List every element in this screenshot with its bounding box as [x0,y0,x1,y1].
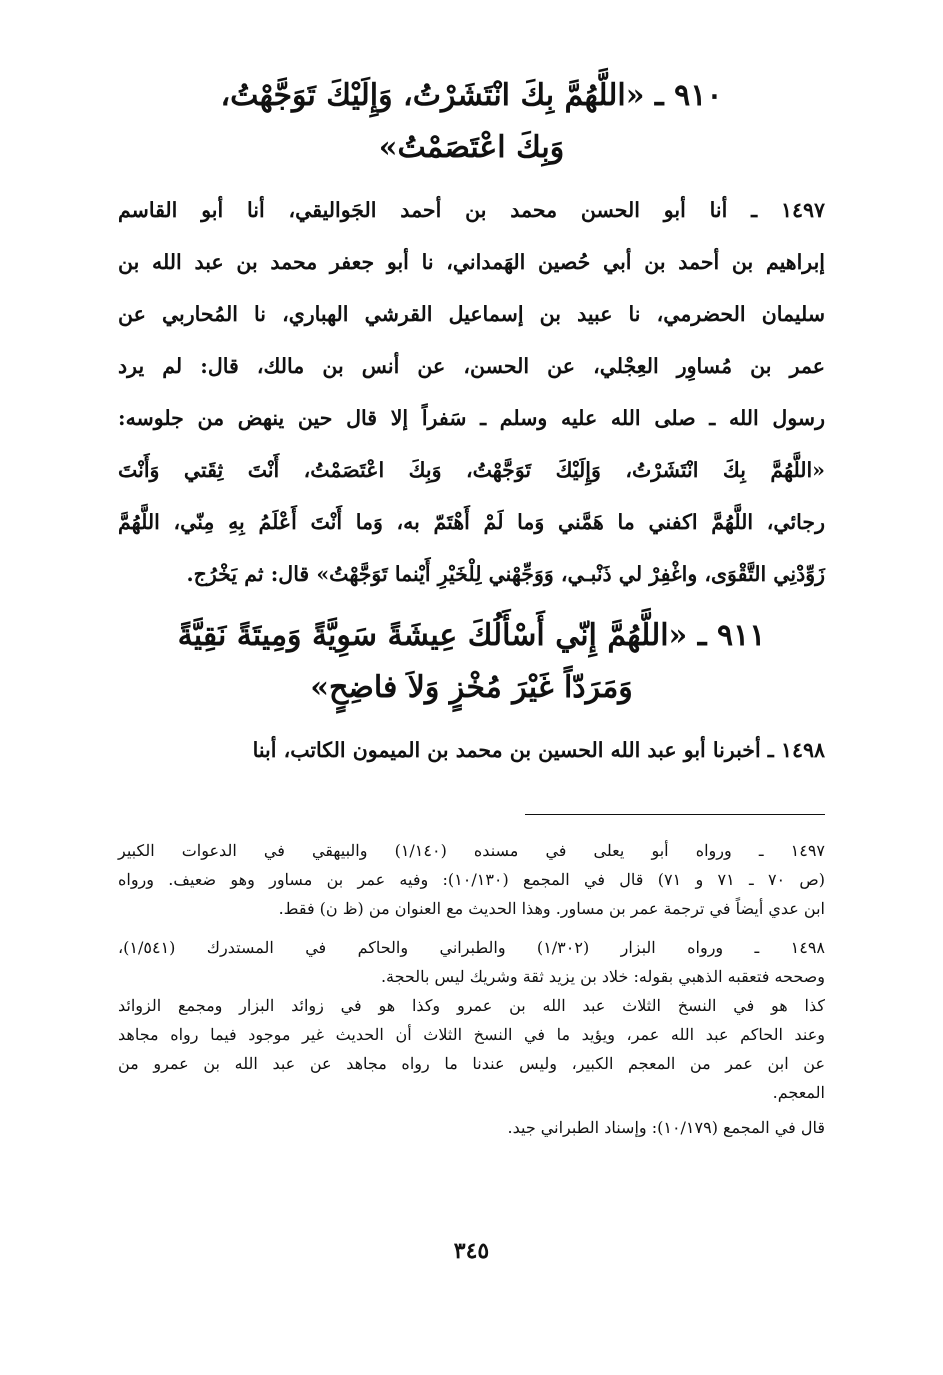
hadith-1498 [118,724,825,776]
hadith-1498-line: ١٤٩٨ ـ أخبرنا أبو عبد الله الحسين بن محمد بن الميمون الكاتب، أبنا [252,738,825,762]
footnote-line: كذا هو في النسخ الثلاث عبد الله بن عمرو وكذا هو في زوائد البزار ومجمع الزوائد [118,996,826,1015]
footnotes [118,836,825,1152]
hadith-1497-line: إبراهيم بن أحمد بن أبي حُصين الهَمداني، نا أبو جعفر محمد بن عبد الله بن [118,250,825,274]
hadith-1497-line: رجائي، اللَّهُمَّ اكفني ما هَمَّني وَما لَمْ أَهْتَمّ به، وَما أَنْتَ أَعْلَمُ بِهِ مِنّي، اللَّهُمَّ [118,510,825,534]
footnote-1497 [118,836,825,923]
hadith-1497-line: «اللَّهُمَّ بِكَ انْتَشَرْتُ، وَإِلَيْكَ تَوَجَّهْتُ، وَبِكَ اعْتَصَمْتُ، أَنْتَ ثِقَتي وَأَنْتَ [118,458,825,482]
hadith-1497-line: زَوِّدْنِي التَّقْوَى، واغْفِرْ لي ذَنْبـي، وَوَجِّهْني لِلْخَيْرِ أَيْنما تَوَجَّهْتُ» قال: ثم يَخْرُج. [186,562,825,586]
footnote-line: وصححه فتعقبه الذهبي بقوله: خلاد بن يزيد ثقة وشريك ليس بالحجة. [380,967,825,986]
section-910-line-2: وَبِكَ اعْتَصَمْتُ» [378,130,565,165]
footnote-line: وعند الحاكم عبد الله عمر، ويؤيد ما في النسخ الثلاث أن الحديث غير موجود فيما رواه مجاهد [118,1025,825,1044]
footnote-line: عن ابن عمر من المعجم الكبير، وليس عندنا ما رواه مجاهد عن عبد الله بن عمرو من [118,1054,825,1073]
hadith-1497-line: رسول الله ـ صلى الله عليه وسلم ـ سَفراً إلا قال حين ينهض من جلوسه: [118,406,825,430]
footnote-1498 [118,933,825,1142]
hadith-1497-line: ١٤٩٧ ـ أنا أبو الحسن محمد بن أحمد الجَواليقي، أنا أبو القاسم [118,198,825,222]
footnote-line: ابن عدي أيضاً في ترجمة عمر بن مساور. وهذا الحديث مع العنوان من (ظ ن) فقط. [278,899,825,918]
section-911-line-2: وَمَرَدّاً غَيْرَ مُخْزٍ وَلاَ فاضِحٍ» [310,670,633,705]
footnote-line: ١٤٩٨ ـ ورواه البزار (١/٣٠٢) والطبراني والحاكم في المستدرك (١/٥٤١)، [118,938,825,957]
section-911-line-1: ٩١١ ـ «اللَّهُمَّ إِنّي أَسْأَلُكَ عِيشَةً سَوِيَّةً وَمِيتَةً نَقِيَّةً [177,618,766,653]
footnote-line: قال في المجمع (١٠/١٧٩): وإسناد الطبراني جيد. [507,1118,825,1137]
hadith-1497 [118,184,825,600]
section-910-heading [150,70,793,174]
section-910-line-1: ٩١٠ ـ «اللَّهُمَّ بِكَ انْتَشَرْتُ، وَإِلَيْكَ تَوَجَّهْتُ، [220,78,723,113]
hadith-1497-line: عمر بن مُساوِر العِجْلي، عن الحسن، عن أنس بن مالك، قال: لم يرد [118,354,825,378]
hadith-1497-line: سليمان الحضرمي، نا عبيد بن إسماعيل القرشي الهباري، نا المُحاربي عن [118,302,825,326]
footnote-line: المعجم. [772,1083,825,1102]
footnote-divider [525,814,825,815]
page-number: ٣٤٥ [453,1238,490,1264]
section-911-heading [150,610,793,714]
footnote-line: ١٤٩٧ ـ ورواه أبو يعلى في مسنده (١/١٤٠) والبيهقي في الدعوات الكبير [118,841,825,860]
footnote-line: (ص ٧٠ ـ ٧١ و ٧١) قال في المجمع (١٠/١٣٠): وفيه عمر بن مساور وهو ضعيف. ورواه [118,870,826,889]
